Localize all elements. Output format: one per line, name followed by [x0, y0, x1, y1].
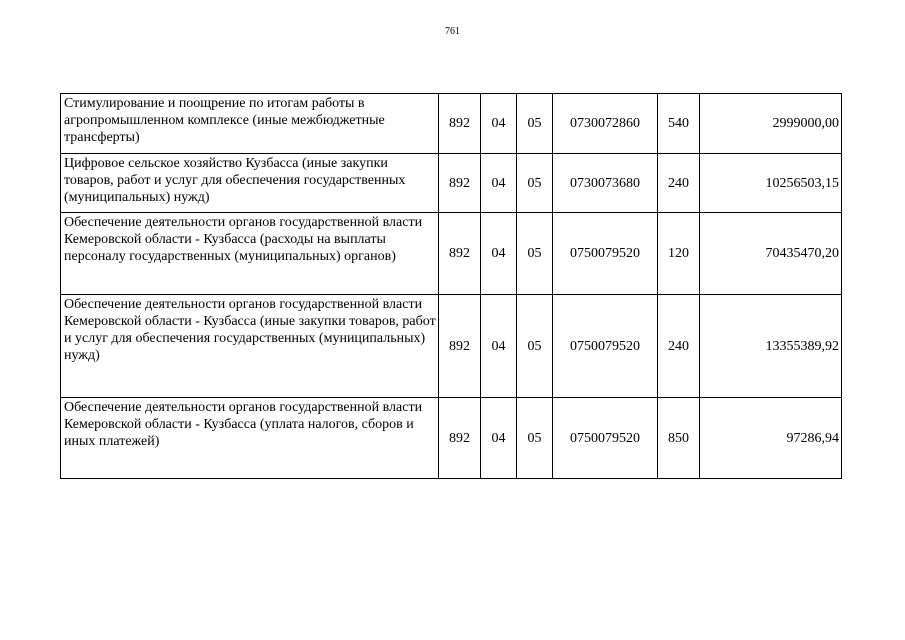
amount-cell: 2999000,00: [700, 94, 842, 154]
amount-cell: 10256503,15: [700, 154, 842, 213]
target-article-cell: 0730073680: [553, 154, 658, 213]
subsection-code-cell: 05: [517, 213, 553, 295]
expense-type-cell: 240: [658, 154, 700, 213]
section-code-cell: 04: [481, 154, 517, 213]
table-row: [61, 295, 842, 398]
table-row: [61, 398, 842, 479]
expense-name-cell: Обеспечение деятельности органов государственной власти Кемеровской области - Кузбасса (иные закупки товаров, работ и услуг для обеспечения государственных (муниципальных) нужд): [61, 295, 439, 398]
table-row: [61, 213, 842, 295]
amount-cell: 13355389,92: [700, 295, 842, 398]
subsection-code-cell: 05: [517, 94, 553, 154]
ministry-code-cell: 892: [439, 154, 481, 213]
subsection-code-cell: 05: [517, 154, 553, 213]
target-article-cell: 0750079520: [553, 398, 658, 479]
amount-cell: 70435470,20: [700, 213, 842, 295]
ministry-code-cell: 892: [439, 94, 481, 154]
expense-type-cell: 120: [658, 213, 700, 295]
target-article-cell: 0750079520: [553, 213, 658, 295]
section-code-cell: 04: [481, 398, 517, 479]
target-article-cell: 0730072860: [553, 94, 658, 154]
expense-name-cell: Стимулирование и поощрение по итогам работы в агропромышленном комплексе (иные межбюджетные трансферты): [61, 94, 439, 154]
ministry-code-cell: 892: [439, 398, 481, 479]
subsection-code-cell: 05: [517, 398, 553, 479]
expense-type-cell: 850: [658, 398, 700, 479]
budget-table: [60, 93, 842, 479]
section-code-cell: 04: [481, 213, 517, 295]
page-number: 761: [445, 26, 460, 37]
subsection-code-cell: 05: [517, 295, 553, 398]
ministry-code-cell: 892: [439, 295, 481, 398]
expense-type-cell: 240: [658, 295, 700, 398]
expense-type-cell: 540: [658, 94, 700, 154]
expense-name-cell: Цифровое сельское хозяйство Кузбасса (иные закупки товаров, работ и услуг для обеспечения государственных (муниципальных) нужд): [61, 154, 439, 213]
ministry-code-cell: 892: [439, 213, 481, 295]
section-code-cell: 04: [481, 295, 517, 398]
section-code-cell: 04: [481, 94, 517, 154]
amount-cell: 97286,94: [700, 398, 842, 479]
table-row: [61, 154, 842, 213]
expense-name-cell: Обеспечение деятельности органов государственной власти Кемеровской области - Кузбасса (расходы на выплаты персоналу государственных (муниципальных) органов): [61, 213, 439, 295]
table-row: [61, 94, 842, 154]
expense-name-cell: Обеспечение деятельности органов государственной власти Кемеровской области - Кузбасса (уплата налогов, сборов и иных платежей): [61, 398, 439, 479]
target-article-cell: 0750079520: [553, 295, 658, 398]
